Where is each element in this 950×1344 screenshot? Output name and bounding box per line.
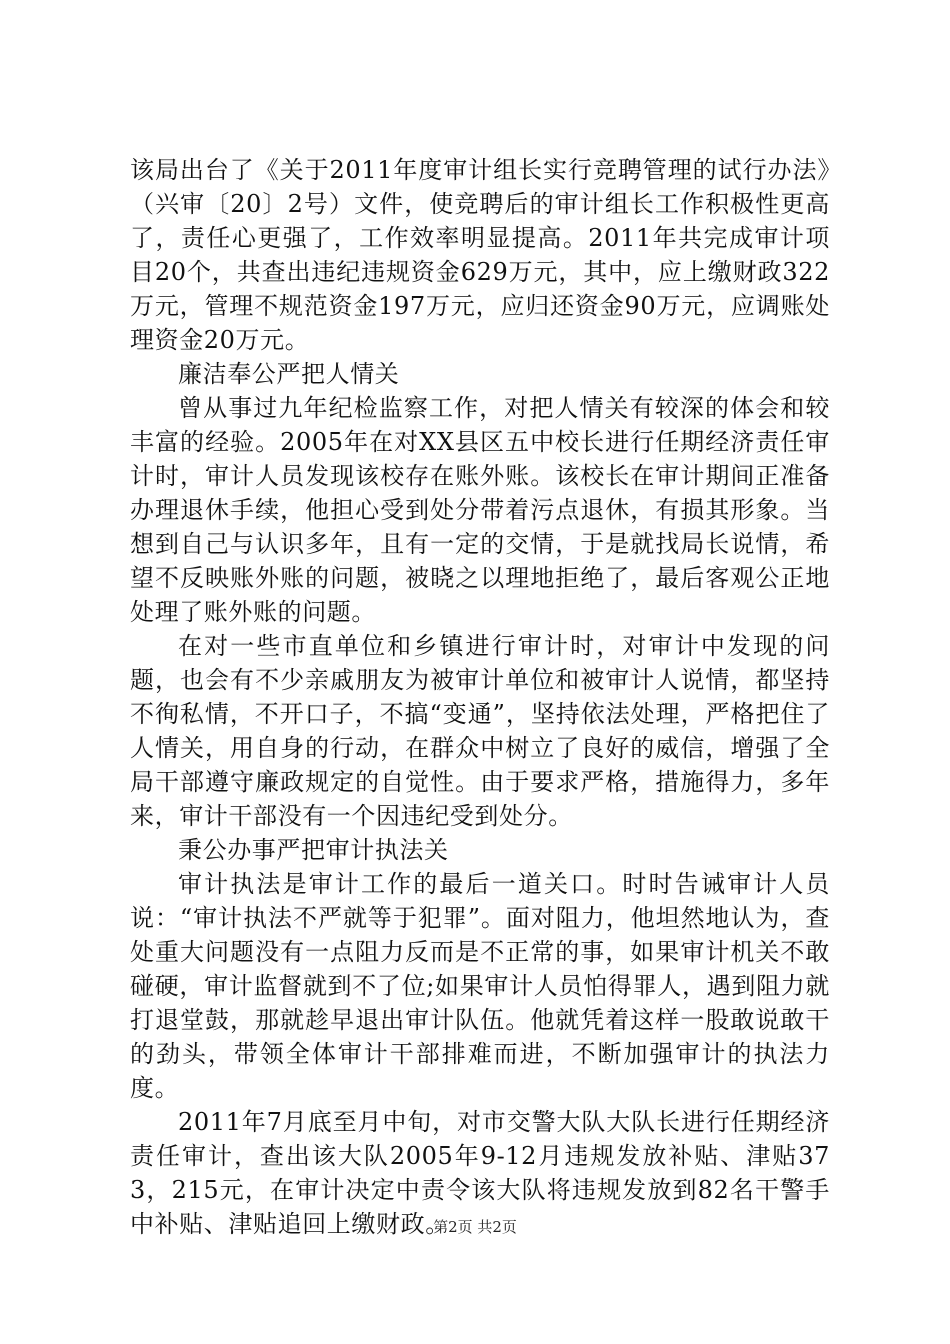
paragraph-traffic-police-audit: 2011年7月底至月中旬，对市交警大队大队长进行任期经济责任审计，查出该大队2005年9-12月违规发放补贴、津贴373，215元，在审计决定中责令该大队将违规发放到82名干警手中补贴、津贴追回上缴财政。 <box>130 1108 830 1238</box>
paragraph-competition-results: 该局出台了《关于2011年度审计组长实行竞聘管理的试行办法》（兴审〔20〕2号）文件，使竞聘后的审计组长工作积极性更高了，责任心更强了，工作效率明显提高。2011年共完成审计项目20个，共查出违纪违规资金629万元，其中，应上缴财政322万元，管理不规范资金197万元，应归还资金90万元，应调账处理资金20万元。 <box>130 156 830 354</box>
paragraph-principal-audit: 曾从事过九年纪检监察工作，对把人情关有较深的体会和较丰富的经验。2005年在对XX县区五中校长进行任期经济责任审计时，审计人员发现该校存在账外账。该校长在审计期间正准备办理退休手续，他担心受到处分带着污点退休，有损其形象。当想到自己与认识多年，且有一定的交情，于是就找局长说情，希望不反映账外账的问题，被晓之以理地拒绝了，最后客观公正地处理了账外账的问题。 <box>130 394 830 626</box>
section-heading-integrity: 廉洁奉公严把人情关 <box>178 360 400 388</box>
page-footer: 第2页 共2页 <box>433 1218 517 1236</box>
paragraph-relatives-lobbying: 在对一些市直单位和乡镇进行审计时，对审计中发现的问题，也会有不少亲戚朋友为被审计单位和被审计人说情，都坚持不徇私情，不开口子，不搞“变通”，坚持依法处理，严格把住了人情关，用自身的行动，在群众中树立了良好的威信，增强了全局干部遵守廉政规定的自觉性。由于要求严格，措施得力，多年来，审计干部没有一个因违纪受到处分。 <box>130 632 830 830</box>
document-body <box>130 153 830 1241</box>
paragraph-audit-enforcement: 审计执法是审计工作的最后一道关口。时时告诫审计人员说：“审计执法不严就等于犯罪”。面对阻力，他坦然地认为，查处重大问题没有一点阻力反而是不正常的事，如果审计机关不敢碰硬，审计监督就到不了位;如果审计人员怕得罪人，遇到阻力就打退堂鼓，那就趁早退出审计队伍。他就凭着这样一股敢说敢干的劲头，带领全体审计干部排难而进，不断加强审计的执法力度。 <box>130 870 830 1102</box>
section-heading-enforcement: 秉公办事严把审计执法关 <box>178 836 449 864</box>
